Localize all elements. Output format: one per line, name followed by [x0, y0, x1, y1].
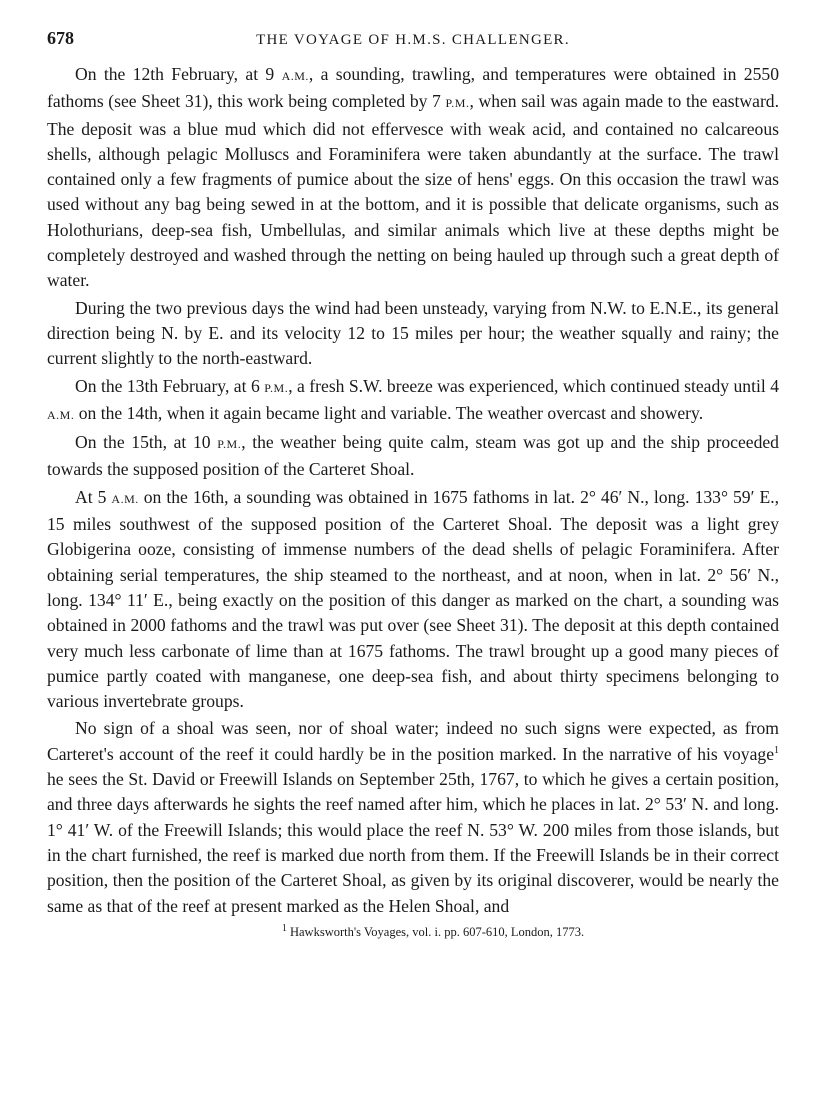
paragraph: On the 15th, at 10 P.M., the weather being quite calm, steam was got up and the ship proceeded towards the supposed position of the Carteret Shoal. [47, 432, 779, 480]
page-header [47, 28, 779, 62]
paragraph: On the 13th February, at 6 P.M., a fresh S.W. breeze was experienced, which continued steady until 4 A.M. on the 14th, when it again became light and variable. The weather overcast and showery. [47, 375, 779, 423]
body-text [47, 62, 779, 919]
paragraph: No sign of a shoal was seen, nor of shoal water; indeed no such signs were expected, as from Carteret's account of the reef it could hardly be in the position marked. In the narrative of his voyage$^1$ he sees the St. David or Freewill Islands on September 25th, 1767, to which he gives a certain position, and three days afterwards he sights the reef named after him, which he places in lat. 2° 53′ N. and long. 1° 41′ W. of the Freewill Islands; this would place the reef N. 53° W. 200 miles from those islands, but in the chart furnished, the reef is marked due north from them. If the Freewill Islands be in their correct position, then the position of the Carteret Shoal, as given by its original discoverer, would be nearly the same as that of the reef at present marked as the Helen Shoal, and [47, 718, 779, 916]
footnote-text: Hawksworth's Voyages, vol. i. pp. 607-610, London, 1773. [289, 924, 585, 939]
paragraph: During the two previous days the wind had been unsteady, varying from N.W. to E.N.E., its general direction being N. by E. and its velocity 12 to 15 miles per hour; the weather squally and rainy; the current slightly to the north-eastward. [47, 297, 779, 369]
paragraph: On the 12th February, at 9 A.M., a sounding, trawling, and temperatures were obtained in 2550 fathoms (see Sheet 31), this work being completed by 7 P.M., when sail was again made to the eastward. The deposit was a blue mud which did not effervesce with weak acid, and contained no calcareous shells, although pelagic Molluscs and Foraminifera were taken abundantly at the surface. The trawl contained only a few fragments of pumice about the size of hens' eggs. On this occasion the trawl was used without any bag being sewed in at the bottom, and it is possible that delicate organisms, such as Holothurians, deep-sea fish, Umbellulas, and similar animals which live at these depths might be completely destroyed and washed through the netting on being hauled up through such a great depth of water. [47, 64, 779, 291]
footnote-marker: 1 [281, 922, 287, 934]
time-abbrev: P.M. [264, 380, 289, 395]
paragraph: At 5 A.M. on the 16th, a sounding was obtained in 1675 fathoms in lat. 2° 46′ N., long. 133° 59′ E., 15 miles southwest of the supposed position of the Carteret Shoal. The deposit was a light grey Globigerina ooze, consisting of immense numbers of the dead shells of pelagic Foraminifera. After obtaining serial temperatures, the ship steamed to the northeast, and at noon, when in lat. 2° 56′ N., long. 134° 11′ E., being exactly on the position of this danger as marked on the chart, a sounding was obtained in 2000 fathoms and the trawl was put over (see Sheet 31). The deposit at this depth contained very much less carbonate of lime than at 1675 fathoms. The trawl brought up a good many pieces of pumice partly coated with manganese, one deep-sea fish, and about thirty specimens belonging to various invertebrate groups. [47, 486, 779, 712]
time-abbrev: A.M. [111, 491, 139, 506]
time-abbrev: P.M. [445, 96, 470, 111]
time-abbrev: A.M. [47, 407, 75, 422]
footnote [47, 922, 779, 940]
document-page [47, 28, 779, 940]
time-abbrev: A.M. [281, 69, 309, 83]
running-head: THE VOYAGE OF H.M.S. CHALLENGER. [256, 32, 570, 48]
footnote-reference: 1 [774, 744, 779, 756]
page-number: 678 [47, 28, 74, 48]
time-abbrev: P.M. [217, 437, 242, 452]
